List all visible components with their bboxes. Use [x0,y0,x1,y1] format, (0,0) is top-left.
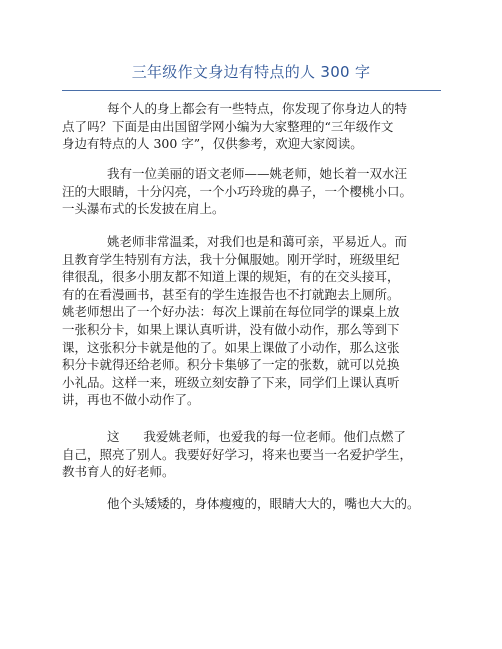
title-underline [62,90,441,91]
paragraph-line: 有的在看漫画书，甚至有的学生连报告也不打就跑去上厕所。 [62,286,400,302]
paragraph-line: 律很乱，很多小朋友都不知道上课的规矩，有的在交头接耳， [62,269,400,285]
paragraph-1 [62,100,407,153]
paragraph-line: 每个人的身上都会有一些特点，你发现了你身边人的特 [107,101,408,116]
paragraph-line: 教书育人的好老师。 [62,464,175,480]
paragraph-line: 身边有特点的人 300 字”，仅供参考，欢迎大家阅读。 [62,136,363,152]
document-title: 三年级作文身边有特点的人 300 字 [131,63,371,81]
paragraph-2 [62,165,412,218]
paragraph-line: 课，这张积分卡就是他的了。如果上课做了小动作，那么这张 [62,339,400,355]
paragraph-line: 汪的大眼睛，十分闪亮，一个小巧玲珑的鼻子，一个樱桃小口。 [62,183,413,199]
paragraph-line: 且教育学生特别有方法，我十分佩服她。刚开学时，班级里纪 [62,251,400,267]
paragraph-line: 姚老师想出了一个好办法：每次上课前在每位同学的课桌上放 [62,304,400,320]
paragraph-line: 积分卡就得还给老师。积分卡集够了一定的张数，就可以兑换 [62,357,400,373]
paragraph-line: 点了吗？下面是由出国留学网小编为大家整理的“三年级作文 [62,118,394,134]
paragraph-5 [62,495,420,513]
paragraph-line: 姚老师非常温柔，对我们也是和蔼可亲，平易近人。而 [107,234,408,249]
paragraph-line: 一张积分卡，如果上课认真听讲，没有做小动作，那么等到下 [62,321,400,337]
paragraph-line: 讲，再也不做小动作了。 [62,392,200,408]
paragraph-line: 他个头矮矮的，身体瘦瘦的，眼睛大大的，嘴也大大的。 [107,496,420,511]
paragraph-4 [62,428,412,481]
paragraph-line: 自己，照亮了别人。我要好好学习，将来也要当一名爱护学生， [62,446,413,462]
paragraph-line: 一头瀑布式的长发披在肩上。 [62,201,225,217]
paragraph-3 [62,233,407,409]
paragraph-line: 我有一位美丽的语文老师——姚老师，她长着一双水汪 [107,166,408,181]
paragraph-line: 这 我爱姚老师，也爱我的每一位老师。他们点燃了 [107,429,406,444]
paragraph-line: 小礼品。这样一来，班级立刻安静了下来，同学们上课认真听 [62,374,400,390]
